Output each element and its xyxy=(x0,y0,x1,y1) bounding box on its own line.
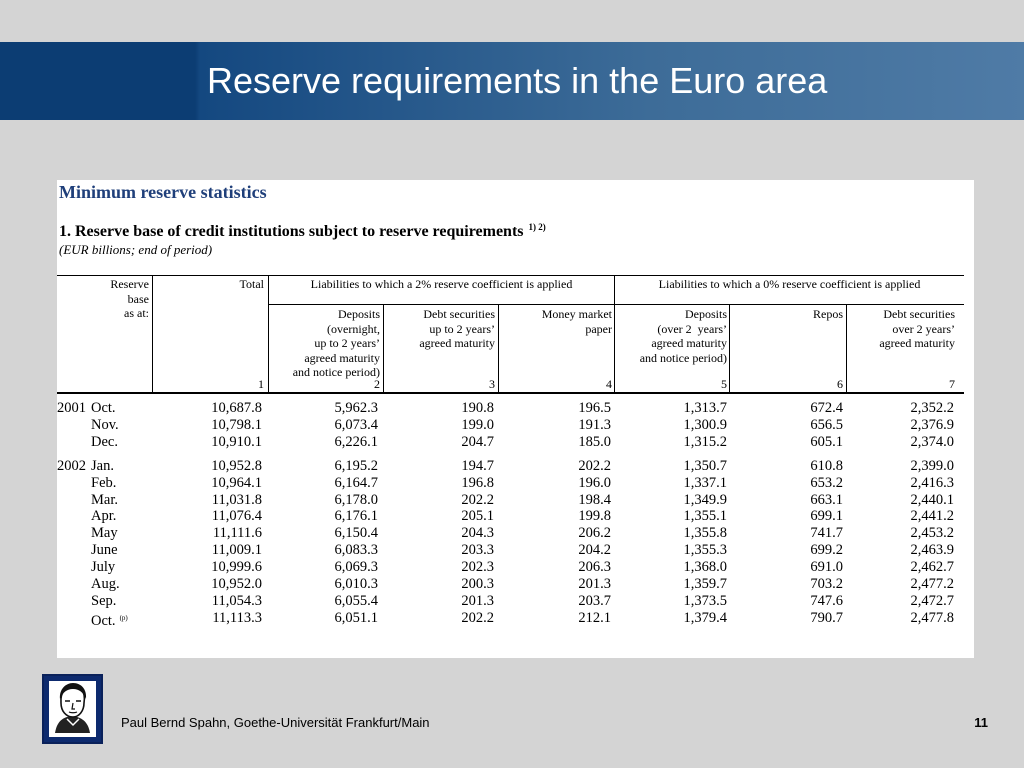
table-cell: 6,055.4 xyxy=(334,592,378,609)
table-cell: 1,355.1 xyxy=(683,508,727,525)
table-cell: 2,374.0 xyxy=(910,433,954,450)
col-header-money-market: Money market paper xyxy=(541,307,612,336)
table-cell: 1,315.2 xyxy=(683,433,727,450)
row-month xyxy=(91,542,118,559)
table-cell: 672.4 xyxy=(810,400,843,416)
table-cell: 691.0 xyxy=(810,559,843,576)
table-cell: 2,453.2 xyxy=(910,525,954,542)
table-cell: 610.8 xyxy=(810,457,843,474)
table-cell: 200.3 xyxy=(461,576,494,592)
table-cell: 201.3 xyxy=(578,576,611,592)
table-cell: 2,462.7 xyxy=(910,559,954,576)
page-number: 11 xyxy=(974,715,988,730)
table-cell: 2,440.1 xyxy=(910,491,954,508)
table-cell: 10,798.1 xyxy=(211,416,262,433)
row-month xyxy=(91,610,128,630)
table-cell: 6,164.7 xyxy=(334,474,378,491)
table-cell: 11,054.3 xyxy=(211,592,262,609)
table-cell: 202.3 xyxy=(461,559,494,576)
table-cell: 1,379.4 xyxy=(683,609,727,626)
table-cell: 605.1 xyxy=(810,433,843,450)
table-cell: 1,313.7 xyxy=(683,400,727,416)
row-month-label: Oct. xyxy=(91,612,116,629)
table-cell: 5,962.3 xyxy=(334,400,378,416)
table-cell: 196.8 xyxy=(461,474,494,491)
row-month-note: (p) xyxy=(119,613,128,622)
table-cell: 196.5 xyxy=(578,400,611,416)
table-cell: 201.3 xyxy=(461,592,494,609)
col-number: 7 xyxy=(949,377,955,391)
table-cell: 199.0 xyxy=(461,416,494,433)
col-header-reserve-base: Reserve base as at: xyxy=(110,277,149,320)
table-cell: 2,472.7 xyxy=(910,592,954,609)
table-cell: 202.2 xyxy=(578,457,611,474)
table-cell: 1,350.7 xyxy=(683,457,727,474)
table-cell: 11,076.4 xyxy=(211,508,262,525)
table-cell: 699.1 xyxy=(810,508,843,525)
col-number: 1 xyxy=(258,377,264,391)
group-header-0pct: Liabilities to which a 0% reserve coefficient is applied xyxy=(658,277,921,291)
row-month-label: Sep. xyxy=(91,592,117,609)
table-cell: 206.3 xyxy=(578,559,611,576)
table-cell: 203.7 xyxy=(578,592,611,609)
table-cell: 790.7 xyxy=(810,609,843,626)
table-cell: 6,150.4 xyxy=(334,525,378,542)
row-month-label: Aug. xyxy=(91,576,120,592)
unit-note: (EUR billions; end of period) xyxy=(59,242,213,257)
table-cell: 10,999.6 xyxy=(211,559,262,576)
row-month-label: Nov. xyxy=(91,416,119,433)
table-cell: 10,952.0 xyxy=(211,576,262,592)
table-top-rule xyxy=(57,275,964,276)
row-month xyxy=(91,475,116,492)
table-cell: 2,477.8 xyxy=(910,609,954,626)
row-month-label: Feb. xyxy=(91,474,117,491)
portrait-sketch xyxy=(49,681,96,737)
table-cell: 6,073.4 xyxy=(334,416,378,433)
group-header-2pct: Liabilities to which a 2% reserve coefficient is applied xyxy=(310,277,573,291)
col-number: 6 xyxy=(837,377,843,391)
table-cell: 2,352.2 xyxy=(910,400,954,416)
col-number: 2 xyxy=(374,377,380,391)
row-month xyxy=(91,458,114,475)
table-subheading-notes: 1) 2) xyxy=(528,222,546,232)
table-cell: 194.7 xyxy=(461,457,494,474)
header-bottom-rule xyxy=(57,392,964,394)
row-month xyxy=(91,508,116,525)
column-divider xyxy=(152,275,153,393)
table-cell: 663.1 xyxy=(810,491,843,508)
table-cell: 653.2 xyxy=(810,474,843,491)
table-cell: 1,349.9 xyxy=(683,491,727,508)
row-year: 2002 xyxy=(57,457,86,474)
table-cell: 190.8 xyxy=(461,400,494,416)
col-header-debt-short: Debt securities up to 2 years’ agreed maturity xyxy=(419,307,495,350)
table-cell: 2,477.2 xyxy=(910,576,954,592)
table-cell: 202.2 xyxy=(461,491,494,508)
table-cell: 6,069.3 xyxy=(334,559,378,576)
group-header-rule xyxy=(268,304,964,305)
table-cell: 747.6 xyxy=(810,592,843,609)
col-number: 5 xyxy=(721,377,727,391)
col-header-deposits-short: Deposits (overnight, up to 2 years’ agreed maturity and notice period) xyxy=(292,307,380,379)
table-cell: 206.2 xyxy=(578,525,611,542)
table-cell: 656.5 xyxy=(810,416,843,433)
row-year: 2001 xyxy=(57,400,86,416)
row-month-label: Dec. xyxy=(91,433,118,450)
slide-title: Reserve requirements in the Euro area xyxy=(207,60,828,101)
table-cell: 6,176.1 xyxy=(334,508,378,525)
row-month-label: Apr. xyxy=(91,508,117,525)
table-cell: 10,952.8 xyxy=(211,457,262,474)
col-header-deposits-long: Deposits (over 2 years’ agreed maturity and notice period) xyxy=(639,307,727,365)
row-month xyxy=(91,559,115,576)
table-cell: 6,178.0 xyxy=(334,491,378,508)
col-header-total: Total xyxy=(239,277,264,291)
row-month-label: Mar. xyxy=(91,491,118,508)
table-cell: 198.4 xyxy=(578,491,611,508)
row-month xyxy=(91,492,118,509)
col-number: 3 xyxy=(489,377,495,391)
table-cell: 6,195.2 xyxy=(334,457,378,474)
row-month-label: Jan. xyxy=(91,457,114,474)
table-cell: 205.1 xyxy=(461,508,494,525)
table-cell: 2,416.3 xyxy=(910,474,954,491)
table-cell: 11,111.6 xyxy=(212,525,262,542)
table-cell: 6,083.3 xyxy=(334,542,378,559)
table-cell: 212.1 xyxy=(578,609,611,626)
row-month xyxy=(91,417,119,434)
footer-author: Paul Bernd Spahn, Goethe-Universität Frankfurt/Main xyxy=(121,715,430,730)
table-cell: 6,226.1 xyxy=(334,433,378,450)
row-month xyxy=(91,576,120,593)
table-cell: 185.0 xyxy=(578,433,611,450)
table-subheading-text: 1. Reserve base of credit institutions subject to reserve requirements xyxy=(59,223,524,240)
table-cell: 2,441.2 xyxy=(910,508,954,525)
table-cell: 199.8 xyxy=(578,508,611,525)
table-cell: 11,113.3 xyxy=(212,609,262,626)
table-cell: 2,463.9 xyxy=(910,542,954,559)
table-cell: 11,009.1 xyxy=(211,542,262,559)
table-cell: 703.2 xyxy=(810,576,843,592)
row-month-label: May xyxy=(91,525,118,542)
table-cell: 10,964.1 xyxy=(211,474,262,491)
table-cell: 6,010.3 xyxy=(334,576,378,592)
table-cell: 1,300.9 xyxy=(683,416,727,433)
table-cell: 699.2 xyxy=(810,542,843,559)
table-cell: 1,373.5 xyxy=(683,592,727,609)
table-cell: 2,399.0 xyxy=(910,457,954,474)
table-cell: 10,687.8 xyxy=(211,400,262,416)
table-cell: 2,376.9 xyxy=(910,416,954,433)
goethe-portrait-icon xyxy=(42,674,103,744)
table-cell: 202.2 xyxy=(461,609,494,626)
table-cell: 203.3 xyxy=(461,542,494,559)
table-cell: 10,910.1 xyxy=(211,433,262,450)
table-cell: 1,355.8 xyxy=(683,525,727,542)
row-month-label: Oct. xyxy=(91,400,116,416)
col-header-debt-long: Debt securities over 2 years’ agreed maturity xyxy=(879,307,955,350)
row-month xyxy=(91,400,116,417)
row-month xyxy=(91,525,118,542)
table-cell: 191.3 xyxy=(578,416,611,433)
table-cell: 11,031.8 xyxy=(211,491,262,508)
row-month xyxy=(91,434,118,451)
table-cell: 6,051.1 xyxy=(334,609,378,626)
logo-frame xyxy=(49,681,96,737)
table-cell: 741.7 xyxy=(810,525,843,542)
content-panel xyxy=(57,180,974,658)
row-month-label: July xyxy=(91,559,116,576)
table-subheading xyxy=(59,222,546,241)
col-number: 4 xyxy=(606,377,612,391)
table-heading: Minimum reserve statistics xyxy=(59,182,267,202)
table-cell: 204.3 xyxy=(461,525,494,542)
table-cell: 1,355.3 xyxy=(683,542,727,559)
table-cell: 204.2 xyxy=(578,542,611,559)
row-month xyxy=(91,593,116,610)
table-cell: 1,359.7 xyxy=(683,576,727,592)
table-cell: 196.0 xyxy=(578,474,611,491)
row-month-label: June xyxy=(91,542,118,559)
table-cell: 1,337.1 xyxy=(683,474,727,491)
table-cell: 204.7 xyxy=(461,433,494,450)
col-header-repos: Repos xyxy=(813,307,843,321)
table-cell: 1,368.0 xyxy=(683,559,727,576)
